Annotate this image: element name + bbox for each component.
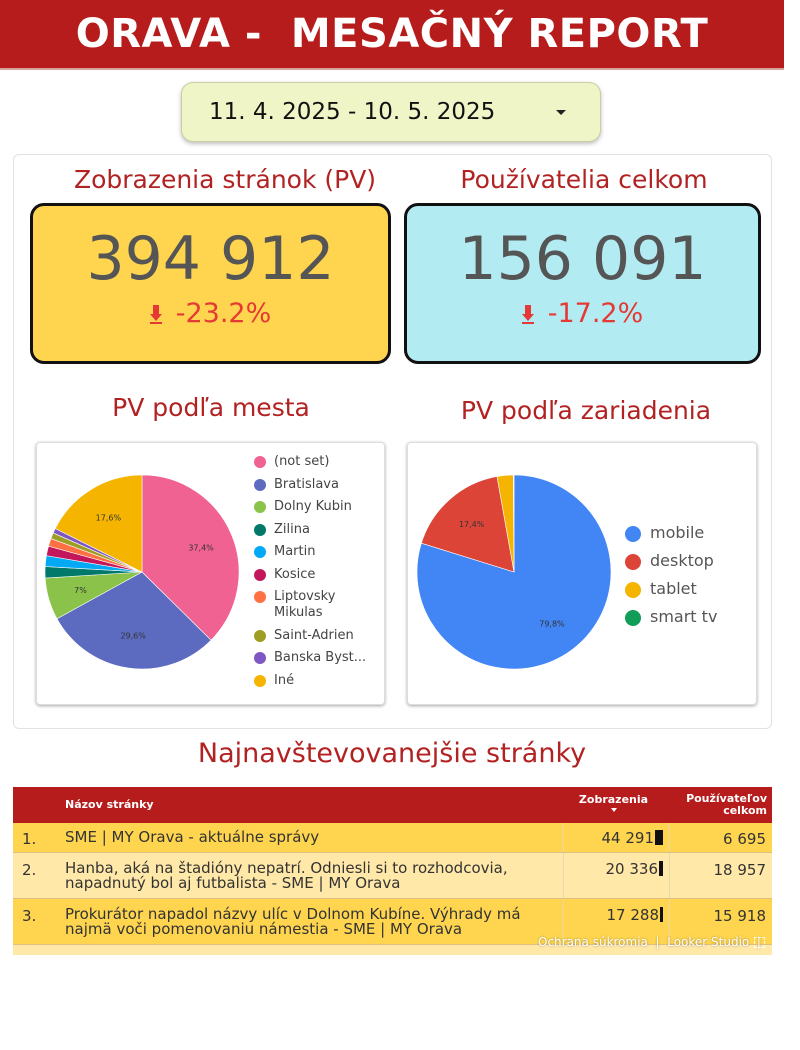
legend-label: Liptovsky Mikulas bbox=[274, 589, 336, 620]
legend-label: mobile bbox=[650, 523, 705, 542]
row-page-name: Prokurátor napadol názvy ulíc v Dolnom Kubíne. Výhrady má najmä voči pomenovaniu námestia - SME | MY Orava bbox=[65, 905, 521, 938]
legend-swatch bbox=[254, 591, 266, 603]
legend-label: Zilina bbox=[274, 521, 310, 537]
table-header bbox=[13, 787, 772, 823]
kpi-pageviews-title: Zobrazenia stránok (PV) bbox=[73, 165, 377, 194]
legend-item[interactable] bbox=[625, 607, 753, 627]
row-pageviews: 20 336 bbox=[563, 853, 670, 898]
legend-label: Banska Byst... bbox=[274, 650, 367, 665]
pie-data-label: 79,8% bbox=[539, 619, 565, 629]
pie-data-label: 7% bbox=[74, 585, 87, 595]
top-pages-title: Najnavštevovanejšie stránky bbox=[197, 738, 587, 769]
column-header-name[interactable]: Názov stránky bbox=[65, 798, 154, 811]
legend-swatch bbox=[254, 524, 266, 536]
legend-item[interactable] bbox=[254, 673, 382, 689]
legend-item[interactable] bbox=[254, 499, 382, 515]
row-users: 6 695 bbox=[723, 830, 766, 848]
date-range-label: 11. 4. 2025 - 10. 5. 2025 bbox=[209, 99, 496, 125]
column-header-pageviews[interactable]: Zobrazenia bbox=[566, 793, 661, 812]
chart-city-title: PV podľa mesta bbox=[112, 393, 310, 422]
footer-links: Ochrana súkromia | Looker Studio | bbox=[538, 935, 761, 949]
legend-label: Kosice bbox=[274, 566, 316, 582]
privacy-link[interactable]: Ochrana súkromia bbox=[538, 935, 648, 949]
legend-label: Dolny Kubin bbox=[274, 499, 352, 514]
legend-label: smart tv bbox=[650, 607, 718, 626]
legend-item[interactable] bbox=[625, 551, 753, 571]
legend-label: Iné bbox=[274, 672, 295, 688]
pie-data-label: 17,4% bbox=[458, 519, 485, 529]
pie-data-label: 37,4% bbox=[188, 543, 214, 553]
kpi-users-title: Používatelia celkom bbox=[460, 165, 708, 194]
row-page-name: Hanba, aká na štadióny nepatrí. Odniesli si to rozhodcovia, napadnutý bol aj futbalista - SME | MY Orava bbox=[65, 859, 508, 892]
overview-panel bbox=[13, 154, 772, 729]
top-pages-table bbox=[13, 787, 772, 955]
legend-swatch bbox=[254, 479, 266, 491]
legend-label: tablet bbox=[650, 579, 697, 598]
arrow-down-icon bbox=[522, 305, 534, 323]
legend-item[interactable] bbox=[254, 544, 382, 560]
chart-city-legend bbox=[254, 454, 382, 695]
legend-swatch bbox=[254, 546, 266, 558]
legend-swatch bbox=[254, 501, 266, 513]
legend-swatch bbox=[625, 610, 641, 626]
legend-label: (not set) bbox=[274, 454, 330, 469]
legend-swatch bbox=[254, 630, 266, 642]
row-users: 15 918 bbox=[713, 907, 766, 925]
arrow-down-icon bbox=[150, 305, 162, 323]
legend-swatch bbox=[254, 456, 266, 468]
legend-label: Saint-Adrien bbox=[274, 627, 354, 643]
legend-item[interactable] bbox=[254, 567, 382, 583]
chart-device-legend bbox=[625, 523, 753, 635]
kpi-pageviews-delta: -23.2% bbox=[33, 298, 388, 329]
legend-item[interactable] bbox=[254, 454, 382, 470]
row-pageviews: 44 291 bbox=[563, 823, 670, 852]
sort-desc-icon bbox=[611, 808, 617, 812]
legend-item[interactable] bbox=[254, 628, 382, 644]
legend-item[interactable] bbox=[625, 523, 753, 543]
row-users: 18 957 bbox=[713, 861, 766, 879]
report-title: ORAVA - MESAČNÝ REPORT bbox=[75, 11, 709, 57]
legend-item[interactable] bbox=[254, 477, 382, 493]
chart-device-card bbox=[407, 442, 757, 705]
chart-city-card bbox=[36, 442, 385, 705]
row-rank: 2. bbox=[22, 861, 37, 879]
legend-swatch bbox=[254, 675, 266, 687]
legend-item[interactable] bbox=[254, 589, 382, 621]
pageviews-bar bbox=[655, 830, 663, 845]
column-header-users[interactable]: Používateľov celkom bbox=[686, 792, 767, 817]
looker-studio-link[interactable]: Looker Studio bbox=[667, 935, 750, 949]
row-rank: 3. bbox=[22, 907, 37, 925]
legend-swatch bbox=[625, 526, 641, 542]
pie-data-label: 29,6% bbox=[120, 631, 146, 641]
legend-label: Bratislava bbox=[274, 476, 339, 492]
report-header bbox=[0, 0, 784, 70]
legend-swatch bbox=[625, 582, 641, 598]
row-pageviews: 17 288 bbox=[563, 899, 670, 944]
table-row[interactable] bbox=[13, 823, 772, 853]
row-rank: 1. bbox=[22, 830, 37, 848]
kpi-users-delta: -17.2% bbox=[407, 298, 758, 329]
legend-item[interactable] bbox=[625, 579, 753, 599]
legend-label: desktop bbox=[650, 551, 714, 570]
fullscreen-icon[interactable] bbox=[754, 937, 765, 948]
kpi-pageviews-value: 394 912 bbox=[86, 224, 335, 294]
kpi-users-value: 156 091 bbox=[458, 224, 707, 294]
legend-swatch bbox=[254, 569, 266, 581]
legend-item[interactable] bbox=[254, 650, 382, 666]
legend-swatch bbox=[625, 554, 641, 570]
kpi-pageviews-card[interactable] bbox=[30, 203, 391, 364]
chart-device-title: PV podľa zariadenia bbox=[460, 396, 712, 425]
legend-swatch bbox=[254, 652, 266, 664]
pageviews-bar bbox=[660, 907, 663, 922]
pie-data-label: 17,6% bbox=[95, 513, 122, 523]
table-row[interactable] bbox=[13, 853, 772, 899]
kpi-users-card[interactable] bbox=[404, 203, 761, 364]
legend-item[interactable] bbox=[254, 522, 382, 538]
legend-label: Martin bbox=[274, 544, 316, 559]
chevron-down-icon bbox=[556, 110, 566, 115]
row-page-name: SME | MY Orava - aktuálne správy bbox=[65, 828, 320, 846]
date-range-picker[interactable] bbox=[181, 82, 601, 142]
pageviews-bar bbox=[659, 861, 663, 876]
